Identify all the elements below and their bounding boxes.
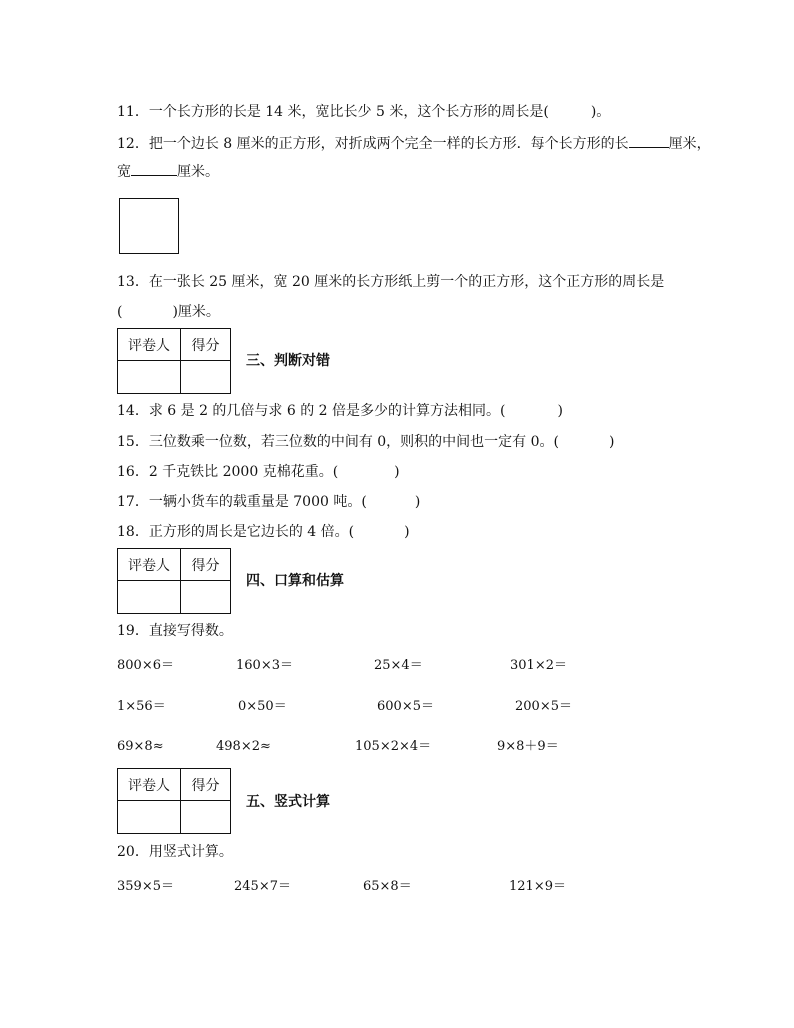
question-15: 15．三位数乘一位数，若三位数的中间有 0，则积的中间也一定有 0。( ) xyxy=(117,434,615,450)
answer-blank-12-length[interactable] xyxy=(629,133,669,148)
score-box-grader-cell[interactable] xyxy=(118,361,181,393)
oral-calc-item: 1×56＝ xyxy=(117,699,166,714)
oral-calc-item: 105×2×4＝ xyxy=(355,739,432,754)
oral-calc-item: 301×2＝ xyxy=(510,658,567,673)
answer-blank-12-width[interactable] xyxy=(131,161,177,176)
score-box-score-label: 得分 xyxy=(181,769,230,801)
score-box-score-cell[interactable] xyxy=(181,361,230,393)
score-box-grader-label: 评卷人 xyxy=(118,549,181,581)
score-box-score-cell[interactable] xyxy=(181,581,230,613)
oral-calc-item: 800×6＝ xyxy=(117,658,174,673)
oral-calc-item: 160×3＝ xyxy=(236,658,293,673)
question-12-line-1: 12．把一个边长 8 厘米的正方形，对折成两个完全一样的长方形．每个长方形的长 厘米， xyxy=(117,133,711,153)
oral-calc-item: 25×4＝ xyxy=(374,658,423,673)
score-box-score-label: 得分 xyxy=(181,329,230,361)
question-12-line-2: 宽 厘米。 xyxy=(117,161,219,181)
square-figure xyxy=(119,198,179,254)
oral-calc-item: 9×8＋9＝ xyxy=(497,739,559,754)
score-box-grader-cell[interactable] xyxy=(118,801,181,833)
question-16: 16．2 千克铁比 2000 克棉花重。( ) xyxy=(117,464,400,480)
question-17: 17．一辆小货车的载重量是 7000 吨。( ) xyxy=(117,494,421,510)
score-box-score-label: 得分 xyxy=(181,549,230,581)
score-box-grader-label: 评卷人 xyxy=(118,769,181,801)
question-18: 18．正方形的周长是它边长的 4 倍。( ) xyxy=(117,524,410,540)
section-title-3: 三、判断对错 xyxy=(246,353,330,369)
score-box-section-4 xyxy=(117,548,231,614)
oral-calc-item: 498×2≈ xyxy=(216,739,271,754)
score-box-section-5 xyxy=(117,768,231,834)
score-box-grader-label: 评卷人 xyxy=(118,329,181,361)
score-box-score-cell[interactable] xyxy=(181,801,230,833)
vertical-calc-item: 121×9＝ xyxy=(509,879,566,894)
vertical-calc-item: 359×5＝ xyxy=(117,879,174,894)
section-title-4: 四、口算和估算 xyxy=(246,573,344,589)
oral-calc-item: 600×5＝ xyxy=(377,699,434,714)
vertical-calc-item: 65×8＝ xyxy=(363,879,412,894)
oral-calc-item: 200×5＝ xyxy=(515,699,572,714)
question-11: 11．一个长方形的长是 14 米，宽比长少 5 米，这个长方形的周长是( )。 xyxy=(117,104,611,120)
question-20: 20．用竖式计算。 xyxy=(117,844,233,860)
score-box-section-3 xyxy=(117,328,231,394)
oral-calc-item: 69×8≈ xyxy=(117,739,164,754)
section-title-5: 五、竖式计算 xyxy=(246,794,330,810)
question-13-line-2: ( )厘米。 xyxy=(117,304,220,320)
score-box-grader-cell[interactable] xyxy=(118,581,181,613)
question-14: 14．求 6 是 2 的几倍与求 6 的 2 倍是多少的计算方法相同。( ) xyxy=(117,403,563,419)
vertical-calc-item: 245×7＝ xyxy=(234,879,291,894)
question-19: 19．直接写得数。 xyxy=(117,623,233,639)
oral-calc-item: 0×50＝ xyxy=(238,699,287,714)
question-13-line-1: 13．在一张长 25 厘米，宽 20 厘米的长方形纸上剪一个的正方形，这个正方形的周长是 xyxy=(117,274,665,290)
